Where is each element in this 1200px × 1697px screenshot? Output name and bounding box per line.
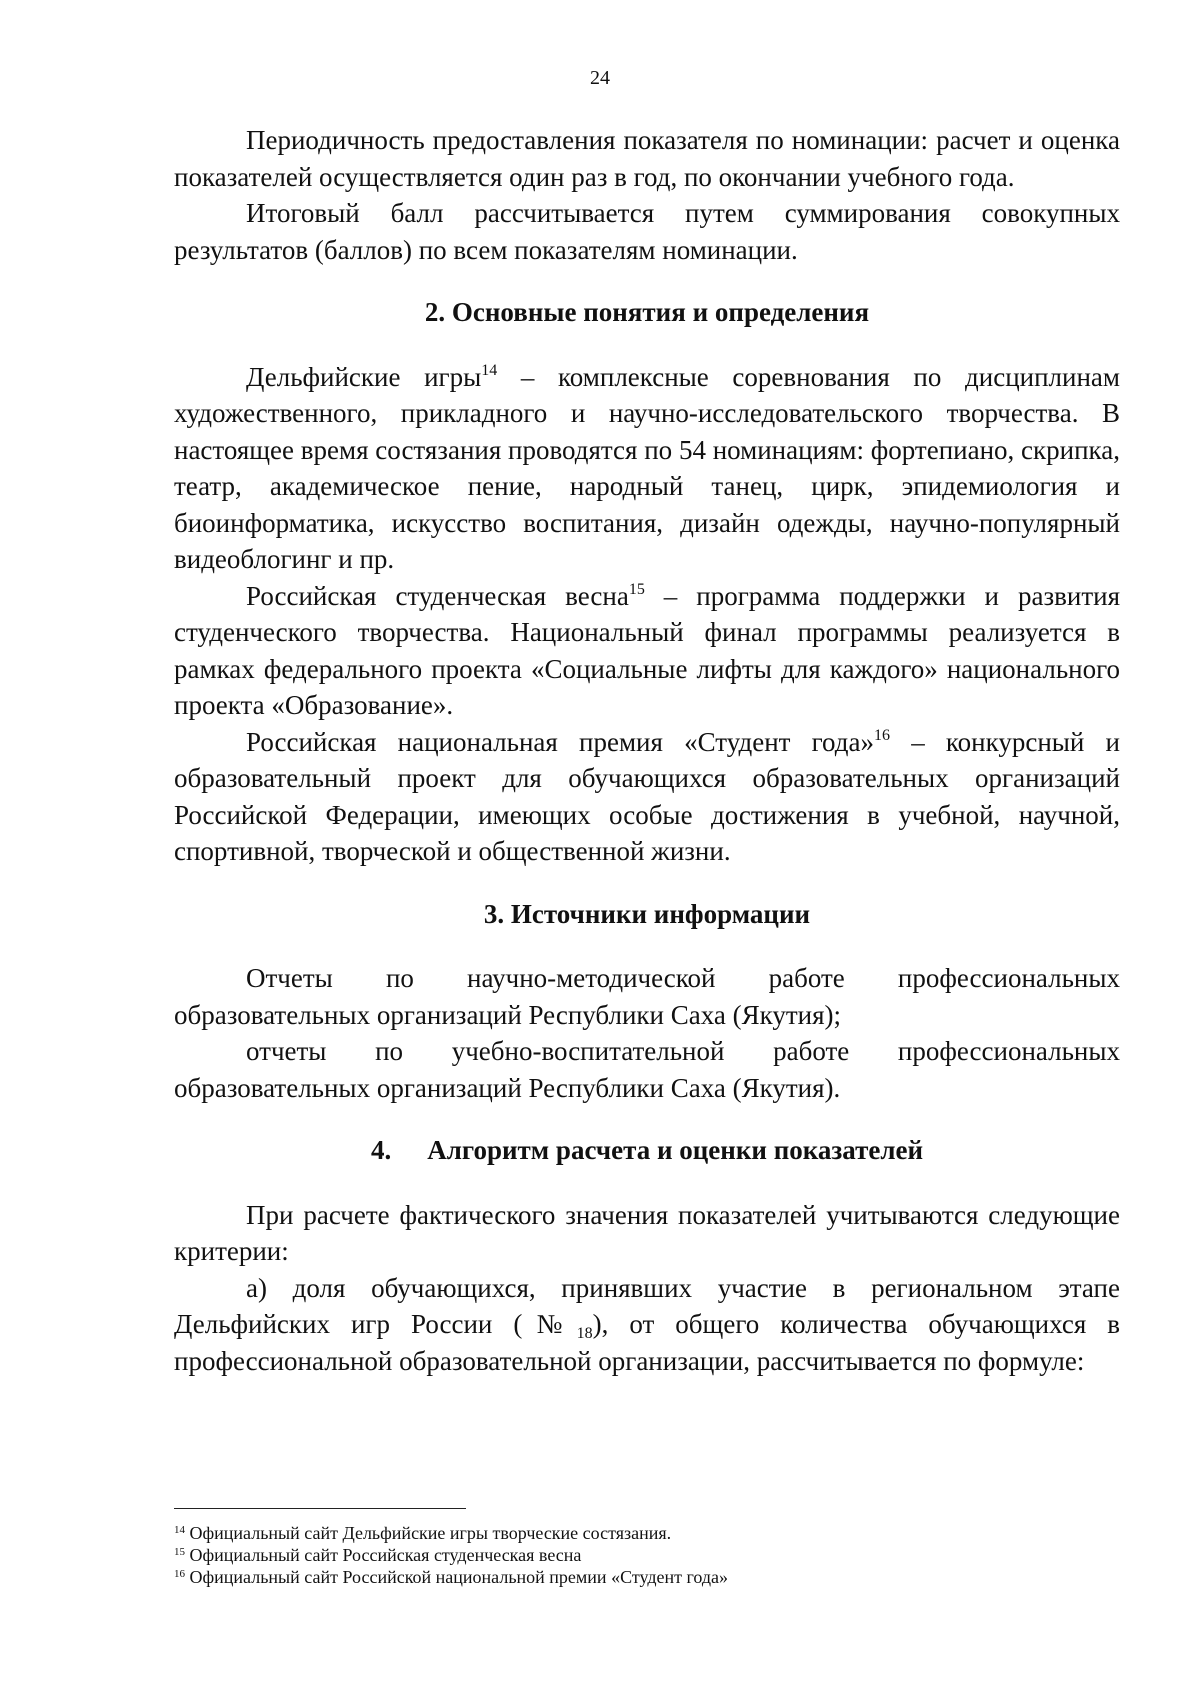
footnote-item (174, 1566, 1120, 1588)
section-number: 4. (370, 1135, 392, 1165)
footnote-number: 15 (174, 1546, 185, 1558)
paragraph-student-spring (174, 578, 1120, 724)
criterion-a-subscript: 18 (576, 1325, 593, 1342)
term-delphic-games: Дельфийские игры (246, 361, 482, 392)
definition-student-spring: – программа поддержки и развития студенческого творчества. Национальный финал программы реализуется в рамках федерального проекта «Социальные лифты для каждого» национального проекта «Образование». (174, 580, 1120, 720)
section-heading-sources: 3. Источники информации (483, 898, 811, 929)
page-number: 24 (590, 67, 610, 89)
criterion-a-text-start: а) доля обучающихся, принявших участие в региональном этапе Дельфийских игр России (№ (174, 1272, 1120, 1339)
footnotes (174, 1522, 1120, 1588)
footnote-ref-14: 14 (481, 361, 498, 379)
footnote-item (174, 1522, 1120, 1544)
section-heading-definitions: 2. Основные понятия и определения (424, 297, 870, 327)
definition-delphic-games: – комплексные соревнования по дисциплинам художественного, прикладного и научно-исследовательского творчества. В настоящее время состязания проводятся по 54 номинациям: фортепиано, скрипка, театр, академическое пение, народный танец, цирк, эпидемиология и биоинформатика, искусство воспитания, дизайн одежды, научно-популярный видеоблогинг и пр. (174, 361, 1120, 574)
paragraph-delphic-games (174, 359, 1120, 578)
footnote-text: Официальный сайт Дельфийские игры творческие состязания. (185, 1523, 672, 1543)
section-heading-text: Алгоритм расчета и оценки показателей (427, 1135, 924, 1165)
paragraph-criteria-intro: При расчете фактического значения показателей учитываются следующие критерии: (174, 1199, 1120, 1266)
footnote-ref-15: 15 (628, 580, 645, 598)
footnote-number: 14 (174, 1524, 185, 1536)
page-content (174, 122, 1120, 1379)
footnote-number: 16 (174, 1568, 185, 1580)
term-student-spring: Российская студенческая весна (246, 580, 629, 611)
term-student-of-year: Российская национальная премия «Студент года» (246, 726, 875, 757)
footnote-ref-16: 16 (874, 726, 891, 744)
footnote-separator (174, 1508, 466, 1509)
paragraph-student-of-year (174, 724, 1120, 870)
paragraph-total-score: Итоговый балл рассчитывается путем суммирования совокупных результатов (баллов) по всем показателям номинации. (174, 198, 1120, 265)
section-heading-algorithm (174, 1132, 1120, 1169)
definition-student-of-year: – конкурсный и образовательный проект для обучающихся образовательных организаций Российской Федерации, имеющих особые достижения в учебной, научной, спортивной, творческой и общественной жизни. (174, 726, 1121, 866)
footnote-item (174, 1544, 1120, 1566)
paragraph-periodicity: Периодичность предоставления показателя по номинации: расчет и оценка показателей осуществляется один раз в год, по окончании учебного года. (174, 125, 1120, 192)
paragraph-source-methodical: Отчеты по научно-методической работе профессиональных образовательных организаций Республики Саха (Якутия); (174, 963, 1120, 1030)
criterion-a-text-end: ), от общего количества обучающихся в профессиональной образовательной организации, рассчитывается по формуле: (174, 1309, 1120, 1376)
footnote-text: Официальный сайт Российской национальной премии «Студент года» (185, 1567, 729, 1587)
paragraph-criterion-a (174, 1270, 1120, 1380)
paragraph-source-educational: отчеты по учебно-воспитательной работе профессиональных образовательных организаций Республики Саха (Якутия). (174, 1036, 1120, 1103)
footnote-text: Официальный сайт Российская студенческая весна (185, 1545, 582, 1565)
